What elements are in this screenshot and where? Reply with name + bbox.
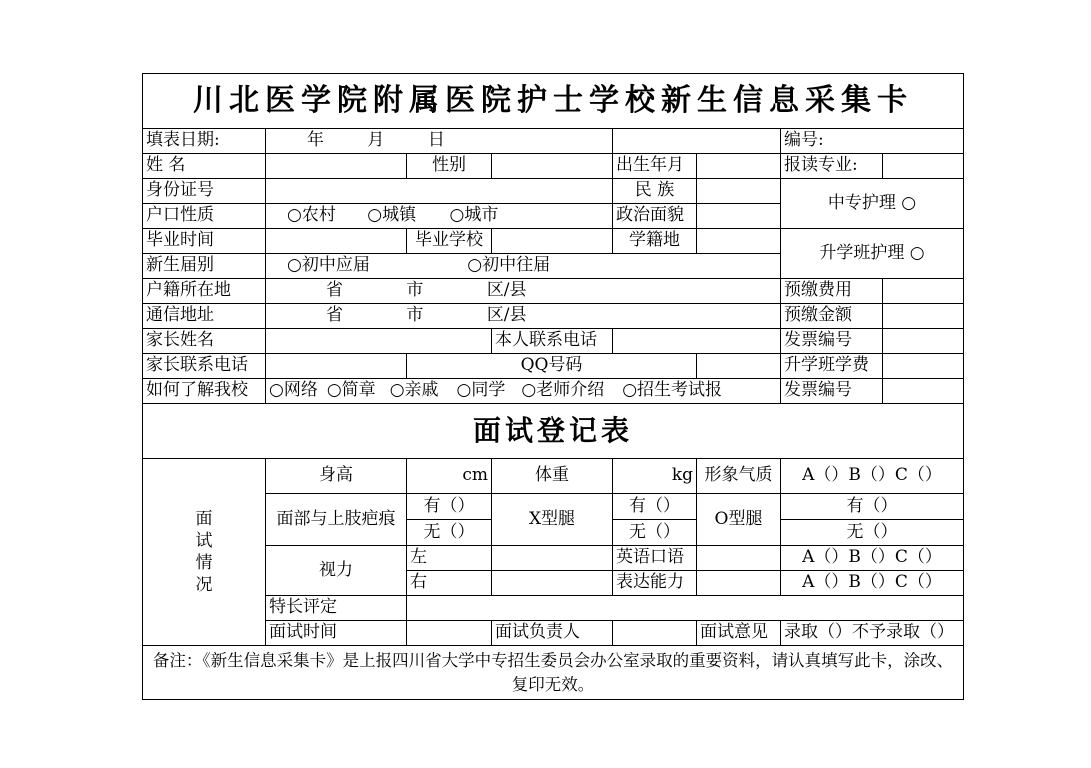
qq-field[interactable] (697, 354, 781, 379)
phone-field[interactable] (613, 329, 781, 354)
section-char: 况 (195, 575, 213, 596)
o-leg-label: O型腿 (697, 494, 781, 546)
height-field[interactable] (407, 459, 492, 494)
exam-option[interactable]: ○招生考试报 (622, 380, 723, 401)
town-option[interactable]: ○城镇 (367, 205, 417, 226)
grad-time-field[interactable] (266, 229, 407, 254)
current-grad-option[interactable]: ○初中应届 (287, 255, 370, 276)
prepaid-fee-field[interactable] (883, 279, 964, 304)
address-field[interactable] (266, 304, 781, 329)
past-grad-option[interactable]: ○初中往届 (467, 255, 551, 276)
interview-time-label: 面试时间 (266, 621, 407, 646)
interview-section-label (143, 459, 266, 646)
month-label: 月 (367, 130, 385, 151)
gender-field[interactable] (492, 154, 613, 179)
province-label: 省 (326, 305, 343, 326)
talent-label: 特长评定 (266, 596, 407, 621)
x-leg-no[interactable]: 无（） (613, 520, 697, 546)
prepaid-amount-field[interactable] (883, 304, 964, 329)
teacher-option[interactable]: ○老师介绍 (521, 380, 605, 401)
tuition-field[interactable] (883, 354, 964, 379)
city-option[interactable]: ○城市 (449, 205, 499, 226)
weight-label: 体重 (492, 459, 613, 494)
interview-time-field[interactable] (407, 621, 492, 646)
birth-label: 出生年月 (613, 154, 697, 179)
acne-yes[interactable]: 有（） (407, 494, 492, 520)
section-char: 面 (195, 508, 213, 529)
oral-english-label: 英语口语 (613, 546, 697, 571)
acne-no[interactable]: 无（） (407, 520, 492, 546)
status-label: 学籍地 (613, 229, 697, 254)
invoice-label: 发票编号 (781, 329, 883, 354)
opinion-label: 面试意见 (697, 621, 781, 646)
phone-label: 本人联系电话 (492, 329, 613, 354)
major-nursing-option[interactable]: 中专护理 ○ (781, 179, 964, 229)
address-label: 通信地址 (143, 304, 266, 329)
remarks-note: 备注：《新生信息采集卡》是上报四川省大学中专招生委员会办公室录取的重要资料，请认真填写此卡，涂改、复印无效。 (143, 646, 964, 700)
political-label: 政治面貌 (613, 204, 697, 229)
kg-unit: kg (671, 465, 693, 486)
vision-right-label: 右 (407, 571, 492, 596)
city-label: 市 (406, 280, 424, 301)
ethnic-label: 民 族 (613, 179, 697, 204)
parent-phone-label: 家长联系电话 (143, 354, 266, 379)
parent-phone-field[interactable] (266, 354, 407, 379)
source-label: 如何了解我校 (143, 379, 266, 404)
oral-english-field[interactable] (697, 546, 781, 571)
invoice-field[interactable] (883, 329, 964, 354)
x-leg-label: X型腿 (492, 494, 613, 546)
acne-label: 面部与上肢疤痕 (266, 494, 407, 546)
interviewer-label: 面试负责人 (492, 621, 613, 646)
major-label: 报读专业: (781, 154, 883, 179)
invoice-field-2[interactable] (883, 379, 964, 404)
relative-option[interactable]: ○亲戚 (389, 380, 439, 401)
hukou-options[interactable] (266, 204, 613, 229)
major-advanced-option[interactable]: 升学班护理 ○ (781, 229, 964, 279)
gender-label: 性别 (407, 154, 492, 179)
name-field[interactable] (266, 154, 407, 179)
grad-time-label: 毕业时间 (143, 229, 266, 254)
x-leg-yes[interactable]: 有（） (613, 494, 697, 520)
prepaid-amount-label: 预缴金额 (781, 304, 883, 329)
rural-option[interactable]: ○农村 (287, 205, 336, 226)
section-char: 试 (195, 530, 213, 551)
section-char: 情 (195, 553, 213, 573)
form-title: 川北医学院附属医院护士学校新生信息采集卡 (143, 74, 964, 129)
weight-field[interactable] (613, 459, 697, 494)
invoice-label-2: 发票编号 (781, 379, 883, 404)
info-form (142, 73, 964, 700)
brochure-option[interactable]: ○简章 (326, 380, 376, 401)
year-label: 年 (307, 130, 324, 151)
expression-field[interactable] (697, 571, 781, 596)
political-field[interactable] (697, 204, 781, 229)
name-label: 姓 名 (143, 154, 266, 179)
qq-label: QQ号码 (407, 354, 697, 379)
fill-date-field[interactable] (266, 129, 613, 154)
class-options[interactable] (266, 254, 781, 279)
o-leg-yes[interactable]: 有（） (781, 494, 964, 520)
interview-title: 面试登记表 (143, 404, 964, 459)
district-label: 区/县 (486, 280, 527, 301)
domicile-field[interactable] (266, 279, 781, 304)
tuition-label: 升学班学费 (781, 354, 883, 379)
image-label: 形象气质 (697, 459, 781, 494)
height-label: 身高 (266, 459, 407, 494)
parent-name-field[interactable] (266, 329, 492, 354)
day-label: 日 (427, 130, 445, 151)
id-field[interactable] (266, 179, 613, 204)
city-label: 市 (406, 305, 424, 326)
expression-rating[interactable]: A（）B（）C（） (781, 571, 964, 596)
vision-right-field[interactable] (492, 571, 613, 596)
cm-unit: cm (462, 465, 488, 486)
grad-school-label: 毕业学校 (407, 229, 492, 254)
expression-label: 表达能力 (613, 571, 697, 596)
admission-result[interactable]: 录取（）不予录取（） (781, 621, 964, 646)
source-options[interactable] (266, 379, 781, 404)
prepaid-fee-label: 预缴费用 (781, 279, 883, 304)
ethnic-field[interactable] (697, 179, 781, 204)
classmate-option[interactable]: ○同学 (456, 380, 506, 401)
status-field[interactable] (697, 229, 781, 254)
domicile-label: 户籍所在地 (143, 279, 266, 304)
oral-english-rating[interactable]: A（）B（）C（） (781, 546, 964, 571)
blank-cell (613, 129, 781, 154)
net-option[interactable]: ○网络 (269, 380, 318, 401)
hukou-label: 户口性质 (143, 204, 266, 229)
o-leg-no[interactable]: 无（） (781, 520, 964, 546)
image-rating[interactable]: A（）B（）C（） (781, 459, 964, 494)
class-label: 新生届别 (143, 254, 266, 279)
province-label: 省 (326, 280, 343, 301)
birth-field[interactable] (697, 154, 781, 179)
fill-date-label: 填表日期: (143, 129, 266, 154)
parent-name-label: 家长姓名 (143, 329, 266, 354)
vision-left-field[interactable] (492, 546, 613, 571)
talent-field[interactable] (407, 596, 964, 621)
interviewer-field[interactable] (613, 621, 697, 646)
vision-label: 视力 (266, 546, 407, 596)
serial-number-label[interactable]: 编号: (781, 129, 964, 154)
district-label: 区/县 (486, 305, 527, 326)
vision-left-label: 左 (407, 546, 492, 571)
major-field[interactable] (883, 154, 964, 179)
id-label: 身份证号 (143, 179, 266, 204)
grad-school-field[interactable] (492, 229, 613, 254)
